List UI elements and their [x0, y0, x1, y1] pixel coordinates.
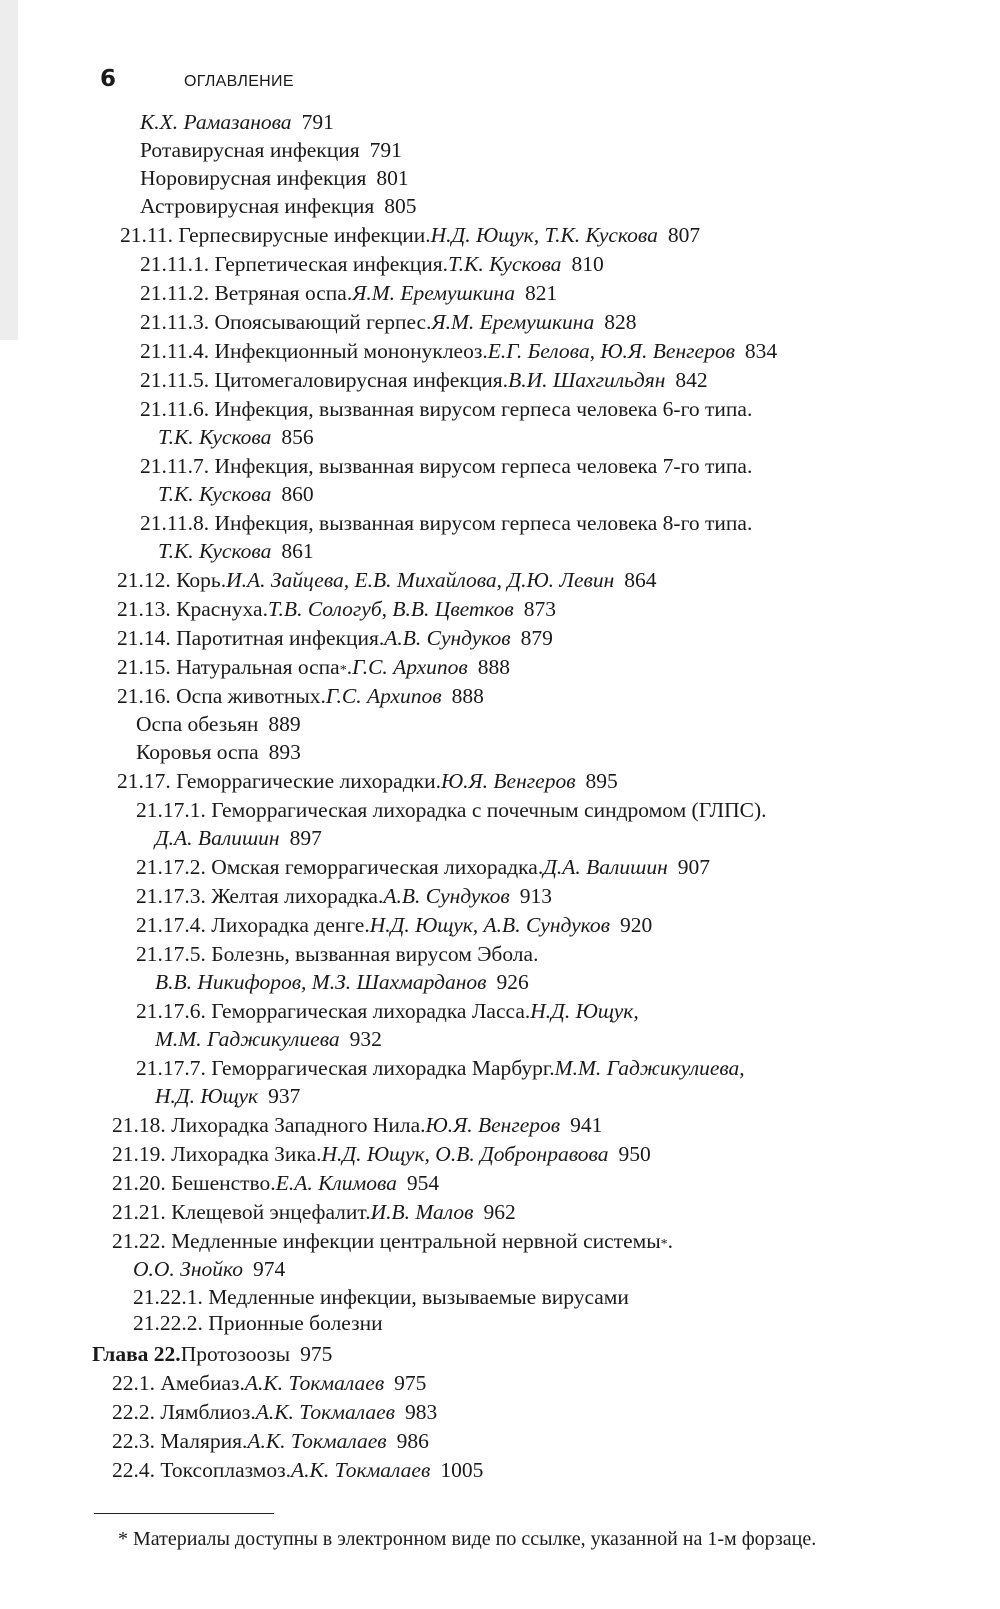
- toc-entry-author: Я.М. Еремушкина: [431, 310, 595, 334]
- toc-entry-title: 21.21. Клещевой энцефалит.: [112, 1200, 371, 1224]
- chapter-label: Глава 22.: [92, 1342, 181, 1366]
- toc-entry-title: 21.17.2. Омская геморрагическая лихорадка.: [136, 855, 544, 879]
- toc-entry-page: 828: [604, 310, 637, 334]
- toc-entry-title: 21.17.1. Геморрагическая лихорадка с почечным синдромом (ГЛПС).: [136, 798, 767, 822]
- toc-entry-title: Оспа обезьян: [136, 712, 259, 736]
- toc-entry-title: 22.4. Токсоплазмоз.: [112, 1458, 292, 1482]
- toc-entry-page: 888: [477, 655, 511, 679]
- toc-entry-title: 21.19. Лихорадка Зика.: [112, 1142, 322, 1166]
- toc-entry-page: 937: [268, 1084, 301, 1108]
- toc-entry-author: А.К. Токмалаев: [247, 1429, 387, 1453]
- toc-entry-page: 962: [483, 1200, 516, 1224]
- toc-entry-title: 21.18. Лихорадка Западного Нила.: [112, 1113, 426, 1137]
- page-gutter-shadow: [0, 0, 18, 340]
- toc-entry-page: 926: [496, 970, 529, 994]
- toc-entry-page: 791: [369, 138, 402, 162]
- toc-entry-title: Ротавирусная инфекция: [140, 138, 360, 162]
- toc-entry-author: В.В. Никифоров, М.З. Шахмарданов: [155, 970, 487, 994]
- toc-entry-page: 893: [268, 740, 301, 764]
- toc-entry-author: Я.М. Еремушкина: [352, 281, 515, 305]
- toc-entry-author: Т.К. Кускова: [158, 539, 272, 563]
- toc-entry-title: 21.11.5. Цитомегаловирусная инфекция.: [140, 368, 509, 392]
- toc-entry-author: М.М. Гаджикулиева,: [554, 1056, 745, 1080]
- toc-entry-title: 21.11.1. Герпетическая инфекция.: [140, 252, 449, 276]
- toc-entry-author: Н.Д. Ющук, А.В. Сундуков: [369, 913, 610, 937]
- toc-entry-author: Т.К. Кускова: [158, 482, 272, 506]
- toc-entry-title: 21.11.2. Ветряная оспа.: [140, 281, 353, 305]
- toc-entry-author: А.К. Токмалаев: [255, 1400, 395, 1424]
- toc-entry-title: 21.11. Герпесвирусные инфекции.: [120, 223, 431, 247]
- toc-entry-page: 983: [404, 1400, 438, 1424]
- toc-entry-author: Н.Д. Ющук: [155, 1084, 259, 1108]
- toc-entry-author: Д.А. Валишин: [543, 855, 668, 879]
- toc-entry-author: Ю.Я. Венгеров: [440, 769, 576, 793]
- toc-entry-page: 907: [677, 855, 711, 879]
- toc-entry-page: 864: [624, 568, 657, 592]
- toc-entry-page: 897: [289, 826, 322, 850]
- toc-entry-page: 805: [384, 194, 417, 218]
- toc-entry-title: 21.17.4. Лихорадка денге.: [136, 913, 370, 937]
- toc-entry-title: 21.22.2. Прионные болезни: [133, 1311, 383, 1335]
- toc-entry-title: 21.14. Паротитная инфекция.: [117, 626, 385, 650]
- toc-entry-author: Г.С. Архипов: [352, 655, 468, 679]
- toc-entry-page: 950: [618, 1142, 651, 1166]
- toc-entry-page: 941: [570, 1113, 603, 1137]
- toc-entry-author: А.К. Токмалаев: [244, 1371, 385, 1395]
- toc-entry-page: 1005: [440, 1458, 484, 1482]
- toc-entry-title: 21.11.8. Инфекция, вызванная вирусом герпеса человека 8-го типа.: [140, 511, 753, 535]
- toc-entry-author: Н.Д. Ющук, О.В. Добронравова: [321, 1142, 609, 1166]
- toc-entry-page: 879: [520, 626, 553, 650]
- footnote-marker[interactable]: *: [660, 1237, 668, 1252]
- toc-entry-author: Н.Д. Ющук, Т.К. Кускова: [430, 223, 658, 247]
- toc-entry-author: О.О. Знойко: [133, 1257, 243, 1281]
- toc-entry-page: 807: [667, 223, 701, 247]
- toc-entry-title: 21.17.7. Геморрагическая лихорадка Марбург.: [136, 1056, 555, 1080]
- toc-entry-title: 21.11.4. Инфекционный мононуклеоз.: [140, 339, 488, 363]
- running-head: ОГЛАВЛЕНИЕ: [184, 73, 294, 90]
- toc-entry-author: Е.Г. Белова, Ю.Я. Венгеров: [487, 339, 735, 363]
- footnote-divider: [94, 1513, 274, 1514]
- toc-entry-page: 975: [394, 1371, 427, 1395]
- toc-entry-author: Д.А. Валишин: [155, 826, 280, 850]
- toc-entry-author: А.В. Сундуков: [384, 626, 511, 650]
- toc-entry-author: Т.К. Кускова: [158, 425, 272, 449]
- toc-entry-title: 21.16. Оспа животных.: [117, 684, 326, 708]
- toc-entry-author: В.И. Шахгильдян: [508, 368, 666, 392]
- toc-entry-title: Протозоозы: [180, 1342, 291, 1366]
- toc-entry-page: 920: [619, 913, 653, 937]
- toc-entry-page: 975: [300, 1342, 333, 1366]
- toc-entry-author: Ю.Я. Венгеров: [425, 1113, 561, 1137]
- toc-entry-title: 21.17.3. Желтая лихорадка.: [136, 884, 384, 908]
- toc-entry-title: 21.22. Медленные инфекции центральной нервной системы: [112, 1229, 661, 1253]
- toc-entry-page: 861: [281, 539, 314, 563]
- toc-entry-author: И.А. Зайцева, Е.В. Михайлова, Д.Ю. Левин: [226, 568, 615, 592]
- toc-entry-title: 22.1. Амебиаз.: [112, 1371, 245, 1395]
- toc-entry-title: 21.11.6. Инфекция, вызванная вирусом герпеса человека 6-го типа.: [140, 397, 753, 421]
- toc-entry-title: 21.17.5. Болезнь, вызванная вирусом Эбола.: [136, 942, 539, 966]
- toc-entry-title: 21.17.6. Геморрагическая лихорадка Ласса.: [136, 999, 531, 1023]
- toc-entry-title: Коровья оспа: [136, 740, 259, 764]
- toc-entry-title: 21.11.3. Опоясывающий герпес.: [140, 310, 432, 334]
- toc-entry-punct: .: [346, 655, 353, 679]
- toc-entry-page: 860: [281, 482, 314, 506]
- toc-entry-title: 21.15. Натуральная оспа: [117, 655, 340, 679]
- toc-entry-page: 821: [524, 281, 558, 305]
- toc-entry-page: 842: [675, 368, 708, 392]
- page-header: [100, 66, 294, 96]
- toc-entry-author: А.В. Сундуков: [383, 884, 510, 908]
- toc-entry-author: Е.А. Климова: [275, 1171, 397, 1195]
- toc-entry-page: 913: [519, 884, 553, 908]
- toc-entry-page: 889: [268, 712, 301, 736]
- toc-entry-page: 888: [451, 684, 484, 708]
- toc-entry-author: Т.В. Сологуб, В.В. Цветков: [267, 597, 514, 621]
- toc-entry-title: 21.20. Бешенство.: [112, 1171, 276, 1195]
- toc-entry-page: 895: [585, 769, 618, 793]
- page-number: 6: [100, 66, 117, 92]
- toc-entry-punct: .: [667, 1229, 674, 1253]
- toc-entry-page: 834: [744, 339, 778, 363]
- toc-entry-title: 22.3. Малярия.: [112, 1429, 248, 1453]
- toc-entry-page: 791: [301, 110, 334, 134]
- footnote-marker[interactable]: *: [339, 663, 347, 678]
- toc-entry-title: 21.13. Краснуха.: [117, 597, 268, 621]
- toc-entry-title: Норовирусная инфекция: [140, 166, 367, 190]
- toc-entry-author: М.М. Гаджикулиева: [155, 1027, 340, 1051]
- toc-entry-author: А.К. Токмалаев: [291, 1458, 431, 1482]
- toc-entry-page: 856: [281, 425, 314, 449]
- toc-entry-title: 21.22.1. Медленные инфекции, вызываемые вирусами: [133, 1285, 629, 1309]
- toc-entry-page: 873: [523, 597, 557, 621]
- toc-entry-page: 932: [349, 1027, 382, 1051]
- toc-entry-title: 22.2. Лямблиоз.: [112, 1400, 256, 1424]
- toc-entry-title: 21.11.7. Инфекция, вызванная вирусом герпеса человека 7-го типа.: [140, 454, 753, 478]
- footnote: * Материалы доступны в электронном виде по ссылке, указанной на 1-м форзаце.: [118, 1528, 817, 1550]
- toc-entry-title: 21.17. Геморрагические лихорадки.: [117, 769, 441, 793]
- toc-entry-page: 810: [571, 252, 604, 276]
- toc-entry-page: 986: [396, 1429, 429, 1453]
- toc-entry-page: 954: [406, 1171, 440, 1195]
- toc-entry-title: 21.12. Корь.: [117, 568, 227, 592]
- toc-entry-author: Т.К. Кускова: [448, 252, 562, 276]
- toc-entry-page: 974: [252, 1257, 286, 1281]
- toc-entry-page: 801: [376, 166, 409, 190]
- toc-entry-author: К.Х. Рамазанова: [140, 110, 292, 134]
- toc-entry-title: Астровирусная инфекция: [140, 194, 375, 218]
- toc-entry-author: И.В. Малов: [370, 1200, 474, 1224]
- toc-entry-author: Н.Д. Ющук,: [530, 999, 639, 1023]
- toc-entry-author: Г.С. Архипов: [325, 684, 442, 708]
